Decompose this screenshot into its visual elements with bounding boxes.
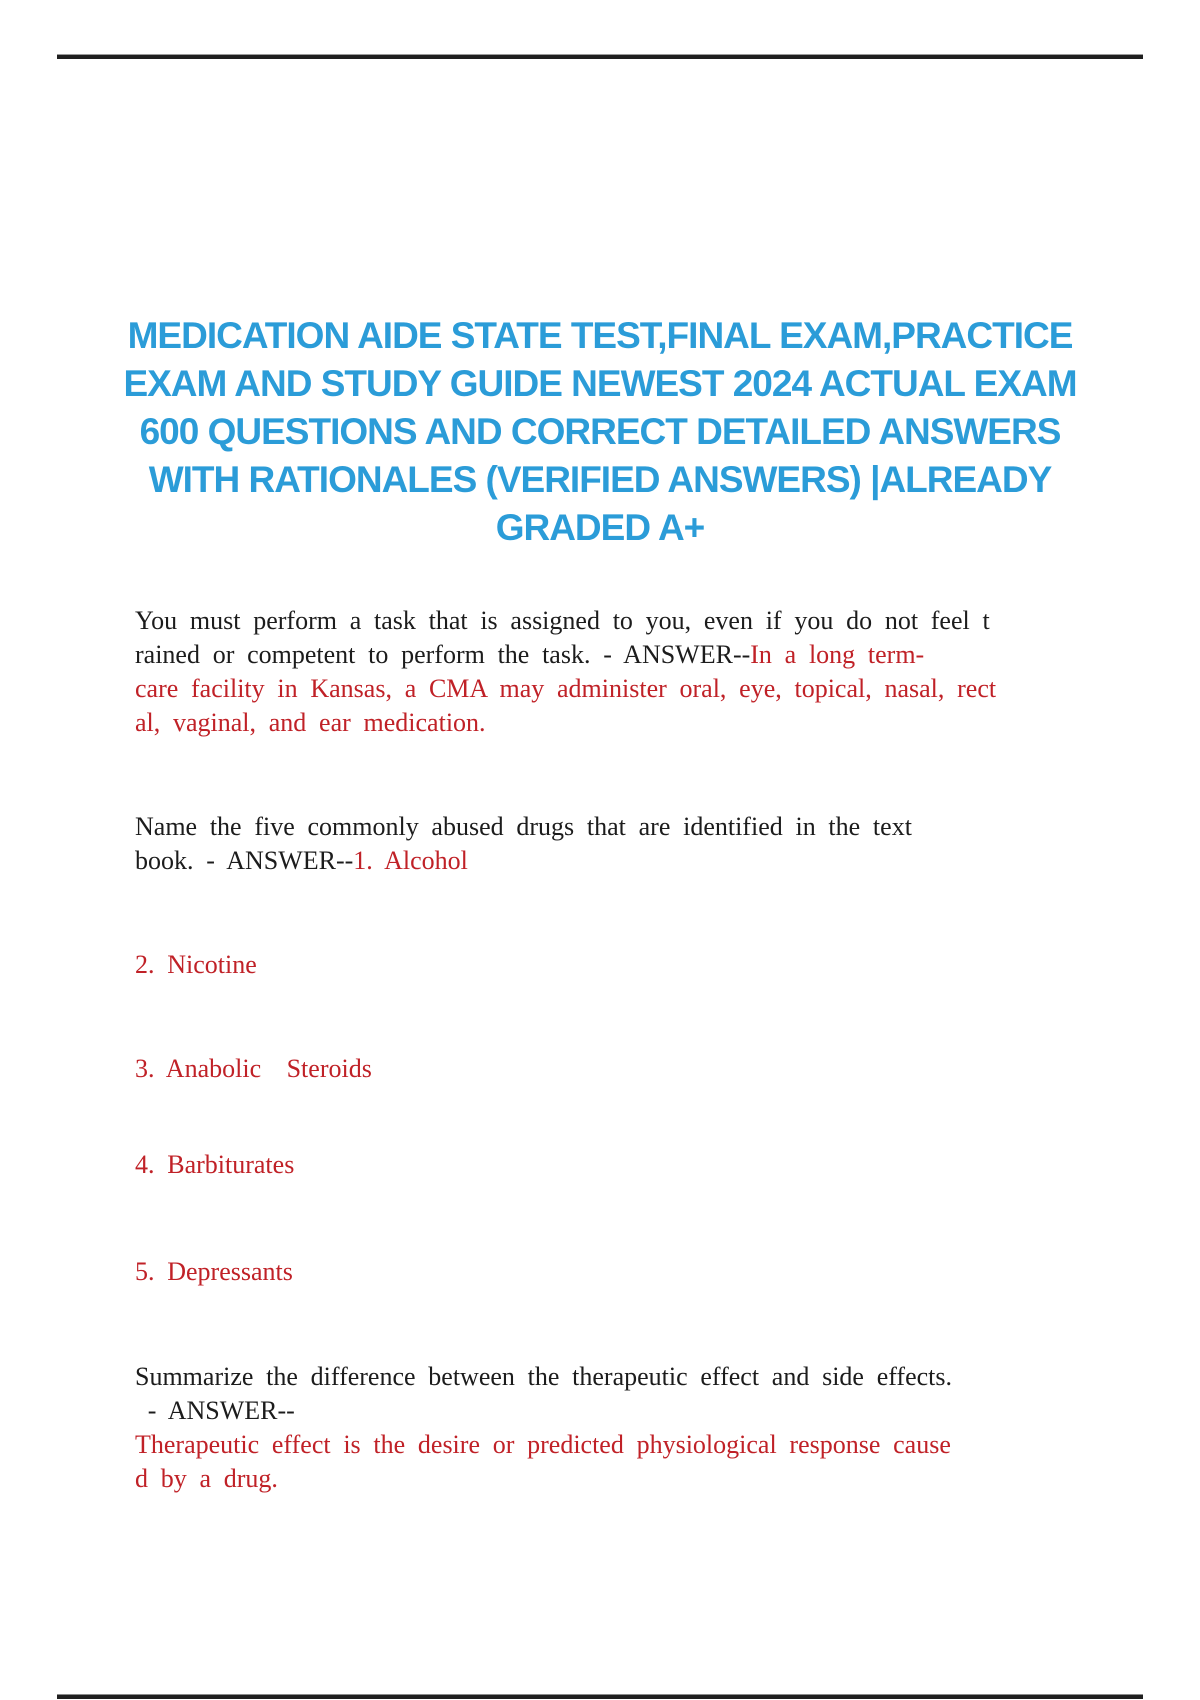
top-horizontal-rule [57, 54, 1143, 59]
question-answer-1 [135, 604, 1085, 740]
qa2-answer-text: 1. Alcohol [353, 846, 468, 875]
qa1-line-1: You must perform a task that is assigned to you, even if you do not feel t [135, 606, 990, 635]
qa2-question-text: book. - ANSWER-- [135, 846, 354, 875]
qa1-line-2 [135, 638, 1085, 672]
qa2-line-2 [135, 844, 1085, 878]
answer-list-item-4: 4. Barbiturates [135, 1150, 295, 1179]
qa3-line-4: d by a drug. [135, 1464, 278, 1493]
bottom-horizontal-rule [57, 1694, 1143, 1699]
qa1-line-3: care facility in Kansas, a CMA may administer oral, eye, topical, nasal, rect [135, 674, 997, 703]
qa1-line-4: al, vaginal, and ear medication. [135, 708, 486, 737]
title-line-4: WITH RATIONALES (VERIFIED ANSWERS) |ALREADY [148, 459, 1052, 500]
answer-list-item-2: 2. Nicotine [135, 950, 257, 979]
qa2-line-1: Name the five commonly abused drugs that are identified in the text [135, 812, 912, 841]
qa3-line-3: Therapeutic effect is the desire or predicted physiological response cause [135, 1430, 951, 1459]
qa1-answer-text: In a long term- [750, 640, 925, 669]
answer-list-item-5: 5. Depressants [135, 1257, 293, 1286]
qa3-line-1: Summarize the difference between the therapeutic effect and side effects. [135, 1362, 953, 1391]
qa3-line-2: - ANSWER-- [135, 1396, 295, 1425]
question-answer-3 [135, 1360, 1085, 1496]
qa1-question-text: rained or competent to perform the task. - ANSWER-- [135, 640, 751, 669]
page-title [110, 312, 1090, 552]
question-answer-2 [135, 810, 1085, 878]
answer-list-item-3: 3. Anabolic Steroids [135, 1054, 372, 1083]
title-line-1: MEDICATION AIDE STATE TEST,FINAL EXAM,PRACTICE [127, 315, 1073, 356]
title-line-2: EXAM AND STUDY GUIDE NEWEST 2024 ACTUAL EXAM [123, 363, 1077, 404]
title-line-5: GRADED A+ [495, 507, 705, 548]
title-line-3: 600 QUESTIONS AND CORRECT DETAILED ANSWERS [139, 411, 1061, 452]
